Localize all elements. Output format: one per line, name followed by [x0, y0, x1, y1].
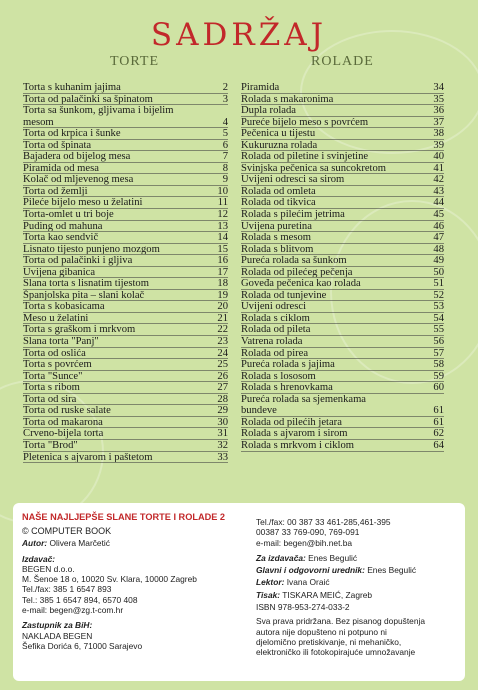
entry-page-number: 27: [217, 382, 228, 394]
entry-title: Torta od oslića: [23, 347, 86, 359]
entry-page-number: 32: [217, 439, 228, 451]
entry-title: Pureća rolada s jajima: [241, 359, 335, 370]
entry-page-number: 61: [433, 416, 444, 428]
contact-line: Tel./fax: 00 387 33 461-285,461-395: [256, 517, 391, 527]
publisher-line: Tel./fax: 385 1 6547 893: [22, 584, 112, 595]
contents-entry: [241, 232, 444, 244]
entry-page-number: 59: [433, 370, 444, 382]
entry-title: Španjolska pita – slani kolač: [23, 289, 145, 301]
contents-entry: [23, 128, 228, 140]
entry-page-number: 2: [222, 82, 228, 93]
entry-page-number: 13: [217, 220, 228, 232]
editor-label: Glavni i odgovorni urednik:: [256, 565, 365, 576]
entry-page-number: 16: [217, 255, 228, 267]
contents-entry: [241, 382, 444, 394]
entry-title: Torta od sira: [23, 393, 77, 405]
contents-entry: [23, 186, 228, 198]
entry-page-number: 37: [433, 116, 444, 128]
entry-page-number: 34: [433, 82, 444, 93]
publisher-label: Izdavač:: [22, 553, 56, 564]
entry-page-number: 62: [433, 428, 444, 440]
entry-page-number: 40: [433, 151, 444, 163]
contents-entry: [23, 255, 228, 267]
contents-entry: [241, 336, 444, 348]
entry-page-number: 5: [222, 128, 228, 140]
entry-page-number: 64: [433, 439, 444, 451]
entry-page-number: 21: [217, 312, 228, 324]
contents-entry: [241, 371, 444, 383]
contents-entry: [23, 209, 228, 221]
rolade-heading: ROLADE: [311, 54, 374, 69]
representative-line: Šefika Dorića 6, 71000 Sarajevo: [22, 640, 143, 651]
imprint-left: [22, 511, 252, 651]
entry-page-number: 29: [217, 405, 228, 417]
lector-label: Lektor:: [256, 577, 285, 588]
entry-page-number: 46: [433, 220, 444, 232]
entry-page-number: 39: [433, 139, 444, 151]
entry-title: Rolada od pirea: [241, 347, 309, 359]
entry-title: Slana torta "Panj": [23, 336, 99, 347]
contents-entry: [23, 105, 228, 117]
entry-title: Rolada s mesom: [241, 232, 312, 243]
contents-entry: [241, 140, 444, 152]
entry-page-number: 35: [433, 93, 444, 105]
contents-entry: [241, 94, 444, 106]
entry-title: Rolada od tunjevine: [241, 289, 327, 301]
entry-title: Pletenica s ajvarom i paštetom: [23, 451, 153, 463]
entry-title: Piramida od mesa: [23, 162, 99, 174]
contents-entry: [23, 336, 228, 348]
entry-title: Dupla rolada: [241, 105, 297, 116]
entry-page-number: 17: [217, 266, 228, 278]
print-label: Tisak:: [256, 589, 281, 600]
entry-page-number: 28: [217, 393, 228, 405]
contents-entry: [23, 82, 228, 94]
contents-entry: [241, 151, 444, 163]
entry-title: Rolada s lososom: [241, 370, 316, 382]
entry-title: Puding od mahuna: [23, 220, 103, 232]
author: Olivera Marčetić: [49, 538, 110, 549]
entry-title: Goveđa pečenica kao rolada: [241, 278, 361, 289]
entry-page-number: 48: [433, 243, 444, 255]
contents-entry: [23, 140, 228, 152]
page-title: SADRŽAJ: [150, 17, 328, 53]
entry-page-number: 38: [433, 128, 444, 140]
entry-page-number: 51: [433, 278, 444, 290]
entry-page-number: 19: [217, 289, 228, 301]
entry-page-number: 23: [217, 336, 228, 348]
entry-page-number: 44: [433, 197, 444, 209]
entry-title: Uvijena puretina: [241, 220, 312, 232]
contents-entry: [23, 151, 228, 163]
entry-title: Torta s kuhanim jajima: [23, 82, 121, 93]
torte-list: [23, 82, 228, 463]
entry-title: Rolada od pilećih jetara: [241, 416, 342, 428]
entry-page-number: 14: [217, 232, 228, 244]
entry-title: Vatrena rolada: [241, 336, 303, 347]
entry-title: Torta s povrćem: [23, 359, 92, 370]
contents-entry: [23, 382, 228, 394]
entry-title: Rolada od pileta: [241, 324, 311, 336]
entry-title: Torta-omlet u tri boje: [23, 209, 114, 220]
entry-page-number: 54: [433, 312, 444, 324]
contents-entry: [241, 324, 444, 336]
contact-email: e-mail: begen@bih.net.ba: [256, 537, 353, 548]
author-label: Autor:: [22, 538, 48, 549]
book-title: NAŠE NAJLJEPŠE SLANE TORTE I ROLADE 2: [22, 512, 226, 522]
contents-entry: [23, 174, 228, 186]
entry-title: Rolada s blitvom: [241, 243, 314, 255]
entry-page-number: 4: [222, 116, 228, 128]
contents-entry: [241, 255, 444, 267]
contents-entry: [23, 232, 228, 244]
publisher-line: M. Šenoe 18 o, 10020 Sv. Klara, 10000 Zagreb: [22, 574, 197, 585]
contents-entry: [241, 117, 444, 129]
entry-page-number: 20: [217, 301, 228, 313]
lector: Ivana Oraić: [286, 577, 330, 588]
entry-title: Rolada od piletine i svinjetine: [241, 151, 369, 162]
contents-entry: [241, 301, 444, 313]
contents-entry: [241, 417, 444, 429]
contents-entry: [241, 313, 444, 325]
isbn: ISBN 978-953-274-033-2: [256, 602, 350, 613]
contents-entry: [23, 371, 228, 383]
entry-page-number: 24: [217, 347, 228, 359]
contents-entry: [23, 428, 228, 440]
entry-page-number: 22: [217, 324, 228, 336]
contents-entry: [23, 278, 228, 290]
contents-entry: [23, 440, 228, 452]
contents-entry: [241, 405, 444, 417]
entry-title: Pileće bijelo meso u želatini: [23, 197, 143, 209]
entry-page-number: 57: [433, 347, 444, 359]
entry-title: bundeve: [241, 405, 277, 416]
rights-line: djelomično pretiskivanje, ni mehaničko,: [256, 636, 402, 647]
entry-title: Torta kao sendvič: [23, 232, 99, 243]
entry-page-number: 18: [217, 278, 228, 290]
entry-title: Rolada od tikvica: [241, 197, 316, 209]
entry-title: Torta "Brod": [23, 439, 78, 451]
entry-title: Bajadera od bijelog mesa: [23, 151, 131, 162]
contents-entry: [23, 313, 228, 325]
entry-title: Uvijena gibanica: [23, 266, 96, 278]
entry-page-number: 15: [217, 243, 228, 255]
contents-entry: [23, 417, 228, 429]
entry-page-number: 60: [433, 382, 444, 394]
entry-page-number: 36: [433, 105, 444, 117]
representative-label: Zastupnik za BiH:: [22, 620, 93, 631]
imprint-right: [256, 517, 466, 658]
entry-title: Kolač od mljevenog mesa: [23, 174, 134, 185]
contents-entry: [241, 197, 444, 209]
contents-entry: [23, 244, 228, 256]
entry-title: Torta od ruske salate: [23, 405, 111, 416]
contents-entry: [241, 428, 444, 440]
contents-entry: [241, 244, 444, 256]
entry-title: Rolada s pilećim jetrima: [241, 209, 345, 220]
rights-line: Sva prava pridržana. Bez pisanog dopuštenja: [256, 616, 426, 627]
contents-entry: [241, 359, 444, 371]
contents-entry: [241, 394, 444, 406]
entry-title: Torta od makarona: [23, 416, 103, 428]
entry-page-number: 50: [433, 266, 444, 278]
entry-title: Rolada s makaronima: [241, 93, 334, 105]
contents-entry: [241, 348, 444, 360]
entry-title: Rolada s mrkvom i ciklom: [241, 439, 354, 451]
entry-title: Pureće bijelo meso s povrćem: [241, 116, 369, 128]
contents-entry: [23, 324, 228, 336]
for-publisher-label: Za izdavača:: [256, 552, 306, 563]
contents-entry: [23, 221, 228, 233]
contents-entry: [241, 221, 444, 233]
contents-entry: [23, 359, 228, 371]
contents-entry: [23, 394, 228, 406]
contents-entry: [241, 105, 444, 117]
publisher-line: Tel.: 385 1 6547 894, 6570 408: [22, 594, 138, 605]
entry-title: Torta s graškom i mrkvom: [23, 324, 136, 336]
contents-entry: [23, 117, 228, 129]
copyright: © COMPUTER BOOK: [22, 526, 112, 536]
rights-line: elektroničko ili fotokopirajuće umnožavanje: [256, 647, 416, 658]
entry-page-number: 11: [217, 197, 228, 209]
entry-title: Torta s kobasicama: [23, 301, 105, 312]
entry-page-number: 31: [217, 428, 228, 440]
contents-entry: [23, 348, 228, 360]
entry-page-number: 55: [433, 324, 444, 336]
entry-page-number: 6: [222, 139, 228, 151]
entry-title: Uvijeni odresci sa sirom: [241, 174, 345, 185]
representative-line: NAKLADA BEGEN: [22, 630, 93, 641]
contents-entry: [23, 301, 228, 313]
editor: Enes Begulić: [367, 565, 417, 576]
entry-title: Svinjska pečenica sa suncokretom: [241, 162, 387, 174]
entry-title: Lisnato tijesto punjeno mozgom: [23, 243, 160, 255]
contents-entry: [23, 163, 228, 175]
entry-page-number: 8: [222, 162, 228, 174]
rights-line: autora nije dopušteno ni potpuno ni: [256, 626, 387, 637]
rolade-list: [241, 82, 444, 452]
entry-page-number: 52: [433, 289, 444, 301]
contents-entry: [241, 186, 444, 198]
entry-page-number: 25: [217, 359, 228, 371]
entry-title: Torta od palačinki i gljiva: [23, 255, 133, 266]
entry-page-number: 58: [433, 359, 444, 371]
contents-entry: [23, 94, 228, 106]
contact-line: 00387 33 769-090, 769-091: [256, 527, 360, 538]
entry-page-number: 61: [433, 405, 444, 417]
entry-title: Rolada s hrenovkama: [241, 382, 333, 393]
contents-entry: [241, 128, 444, 140]
entry-title: Torta od palačinki sa špinatom: [23, 93, 153, 105]
entry-page-number: 45: [433, 209, 444, 221]
torte-heading: TORTE: [110, 54, 160, 69]
entry-page-number: 47: [433, 232, 444, 244]
entry-title: Rolada s ajvarom i sirom: [241, 428, 348, 439]
for-publisher: Enes Begulić: [308, 552, 358, 563]
entry-title: Pureća rolada sa šunkom: [241, 255, 347, 266]
entry-title: Piramida: [241, 82, 280, 93]
entry-title: Pečenica u tijestu: [241, 128, 316, 139]
contents-entry: [23, 197, 228, 209]
publisher-email: e-mail: begen@zg.t-com.hr: [22, 605, 124, 616]
entry-page-number: 43: [433, 185, 444, 197]
entry-page-number: 12: [217, 209, 228, 221]
contents-entry: [241, 440, 444, 452]
entry-title: Uvijeni odresci: [241, 301, 307, 312]
contents-entry: [23, 452, 228, 464]
imprint-box: [13, 503, 465, 681]
entry-title: Kukuruzna rolada: [241, 139, 318, 151]
contents-entry: [241, 163, 444, 175]
entry-page-number: 9: [222, 174, 228, 186]
contents-entry: [241, 82, 444, 94]
entry-title: Torta od žemlji: [23, 185, 88, 197]
entry-page-number: [422, 394, 444, 406]
entry-title: Torta sa šunkom, gljivama i bijelim: [23, 105, 174, 117]
publisher-line: BEGEN d.o.o.: [22, 563, 75, 574]
entry-page-number: 7: [222, 151, 228, 163]
entry-page-number: 53: [433, 301, 444, 313]
printer: TISKARA MEIĆ, Zagreb: [282, 589, 373, 600]
contents-entry: [23, 405, 228, 417]
entry-page-number: 49: [433, 255, 444, 267]
entry-title: Crveno-bijela torta: [23, 428, 104, 439]
entry-title: Rolada od pilećeg pečenja: [241, 266, 353, 278]
entry-title: Meso u želatini: [23, 312, 89, 324]
entry-page-number: 30: [217, 416, 228, 428]
entry-title: Torta "Sunce": [23, 370, 83, 382]
contents-entry: [241, 290, 444, 302]
contents-entry: [241, 209, 444, 221]
entry-page-number: 26: [217, 370, 228, 382]
entry-page-number: 10: [217, 185, 228, 197]
entry-title: Slana torta s lisnatim tijestom: [23, 278, 149, 289]
entry-title: Torta s ribom: [23, 382, 80, 393]
entry-page-number: 3: [222, 93, 228, 105]
contents-entry: [241, 267, 444, 279]
entry-title: Torta od krpica i šunke: [23, 128, 121, 139]
entry-page-number: 33: [217, 451, 228, 463]
entry-title: mesom: [23, 116, 54, 128]
entry-title: Pureća rolada sa sjemenkama: [241, 393, 367, 405]
contents-entry: [23, 290, 228, 302]
entry-page-number: [206, 105, 228, 117]
entry-page-number: 42: [433, 174, 444, 186]
contents-entry: [241, 278, 444, 290]
entry-title: Torta od špinata: [23, 139, 92, 151]
contents-entry: [23, 267, 228, 279]
entry-page-number: 41: [433, 162, 444, 174]
entry-page-number: 56: [433, 336, 444, 348]
entry-title: Rolada od omleta: [241, 185, 316, 197]
contents-entry: [241, 174, 444, 186]
entry-title: Rolada s ciklom: [241, 312, 310, 324]
